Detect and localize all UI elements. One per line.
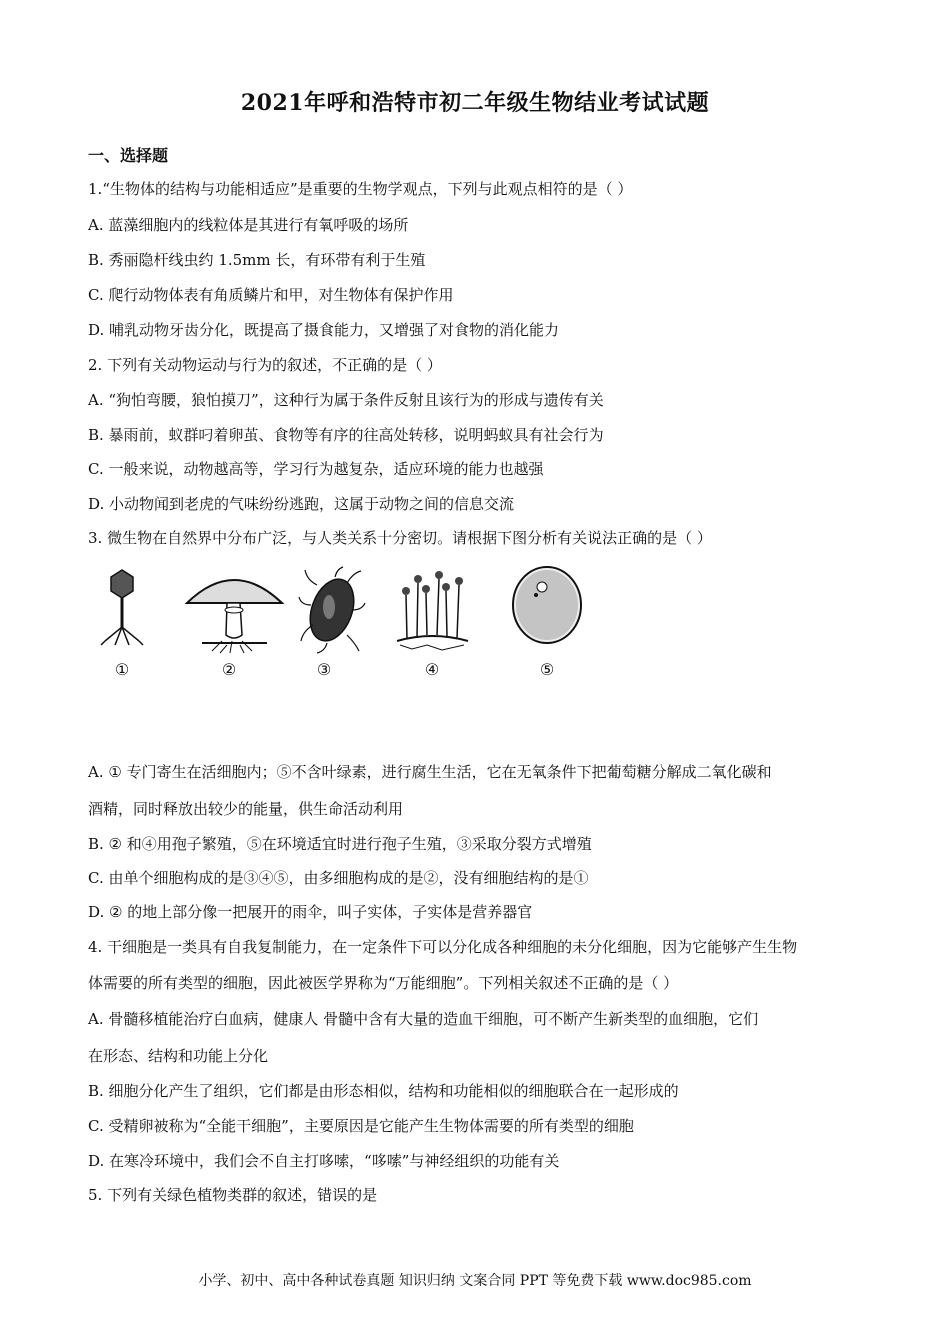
option-4d: D. 在寒冷环境中，我们会不自主打哆嗦，“哆嗦”与神经组织的功能有关 <box>88 1152 560 1170</box>
option-1d: D. 哺乳动物牙齿分化，既提高了摄食能力，又增强了对食物的消化能力 <box>88 321 560 339</box>
option-3d: D. ② 的地上部分像一把展开的雨伞，叫子实体，子实体是营养器官 <box>88 903 533 921</box>
option-2d: D. 小动物闻到老虎的气味纷纷逃跑，这属于动物之间的信息交流 <box>88 495 515 513</box>
option-2c: C. 一般来说，动物越高等，学习行为越复杂，适应环境的能力也越强 <box>88 460 544 478</box>
bacteriophage-image <box>97 565 147 655</box>
option-3c: C. 由单个细胞构成的是③④⑤，由多细胞构成的是②，没有细胞结构的是① <box>88 869 589 887</box>
option-4b: B. 细胞分化产生了组织，它们都是由形态相似，结构和功能相似的细胞联合在一起形成的 <box>88 1082 679 1100</box>
option-1a: A. 蓝藻细胞内的线粒体是其进行有氧呼吸的场所 <box>88 216 409 234</box>
question-1: 1.“生物体的结构与功能相适应”是重要的生物学观点，下列与此观点相符的是（ ） <box>88 180 633 198</box>
option-3b: B. ② 和④用孢子繁殖，⑤在环境适宜时进行孢子生殖，③采取分裂方式增殖 <box>88 835 592 853</box>
question-4: 4. 干细胞是一类具有自我复制能力，在一定条件下可以分化成各种细胞的未分化细胞，因为它能够产生生物 <box>88 938 798 956</box>
question-5: 5. 下列有关绿色植物类群的叙述，错误的是 <box>88 1186 378 1204</box>
question-2: 2. 下列有关动物运动与行为的叙述，不正确的是（ ） <box>88 356 442 374</box>
figure-label-1: ① <box>114 660 130 679</box>
question-3: 3. 微生物在自然界中分布广泛，与人类关系十分密切。请根据下图分析有关说法正确的是（ ） <box>88 529 712 547</box>
figure-label-5: ⑤ <box>539 660 555 679</box>
mushroom-image <box>182 565 287 655</box>
section-heading: 一、选择题 <box>88 146 169 165</box>
option-2a: A. “狗怕弯腰，狼怕摸刀”，这种行为属于条件反射且该行为的形成与遗传有关 <box>88 391 604 409</box>
page-title: 2021年呼和浩特市初二年级生物结业考试试题 <box>240 90 710 116</box>
page-footer: 小学、初中、高中各种试卷真题 知识归纳 文案合同 PPT 等免费下载 www.doc985.com <box>198 1273 752 1289</box>
microorganism-figure <box>92 565 612 685</box>
option-4c: C. 受精卵被称为“全能干细胞”，主要原因是它能产生生物体需要的所有类型的细胞 <box>88 1117 634 1135</box>
option-1b: B. 秀丽隐杆线虫约 1.5mm 长，有环带有利于生殖 <box>88 251 426 269</box>
option-2b: B. 暴雨前，蚁群叼着卵茧、食物等有序的往高处转移，说明蚂蚁具有社会行为 <box>88 426 604 444</box>
figure-label-2: ② <box>221 660 237 679</box>
yeast-image <box>510 565 585 655</box>
option-4a-continued: 在形态、结构和功能上分化 <box>88 1047 269 1065</box>
question-4-continued: 体需要的所有类型的细胞，因此被医学界称为“万能细胞”。下列相关叙述不正确的是（ ） <box>88 974 679 992</box>
option-3a-continued: 酒精，同时释放出较少的能量，供生命活动利用 <box>88 800 404 818</box>
figure-label-3: ③ <box>316 660 332 679</box>
option-4a: A. 骨髓移植能治疗白血病，健康人 骨髓中含有大量的造血干细胞，可不断产生新类型的血细胞，它们 <box>88 1010 759 1028</box>
figure-label-4: ④ <box>424 660 440 679</box>
option-1c: C. 爬行动物体表有角质鳞片和甲，对生物体有保护作用 <box>88 286 454 304</box>
bacterium-image <box>297 565 367 655</box>
mold-image <box>392 565 472 655</box>
option-3a: A. ① 专门寄生在活细胞内；⑤不含叶绿素，进行腐生生活，它在无氧条件下把葡萄糖分解成二氧化碳和 <box>88 763 772 781</box>
